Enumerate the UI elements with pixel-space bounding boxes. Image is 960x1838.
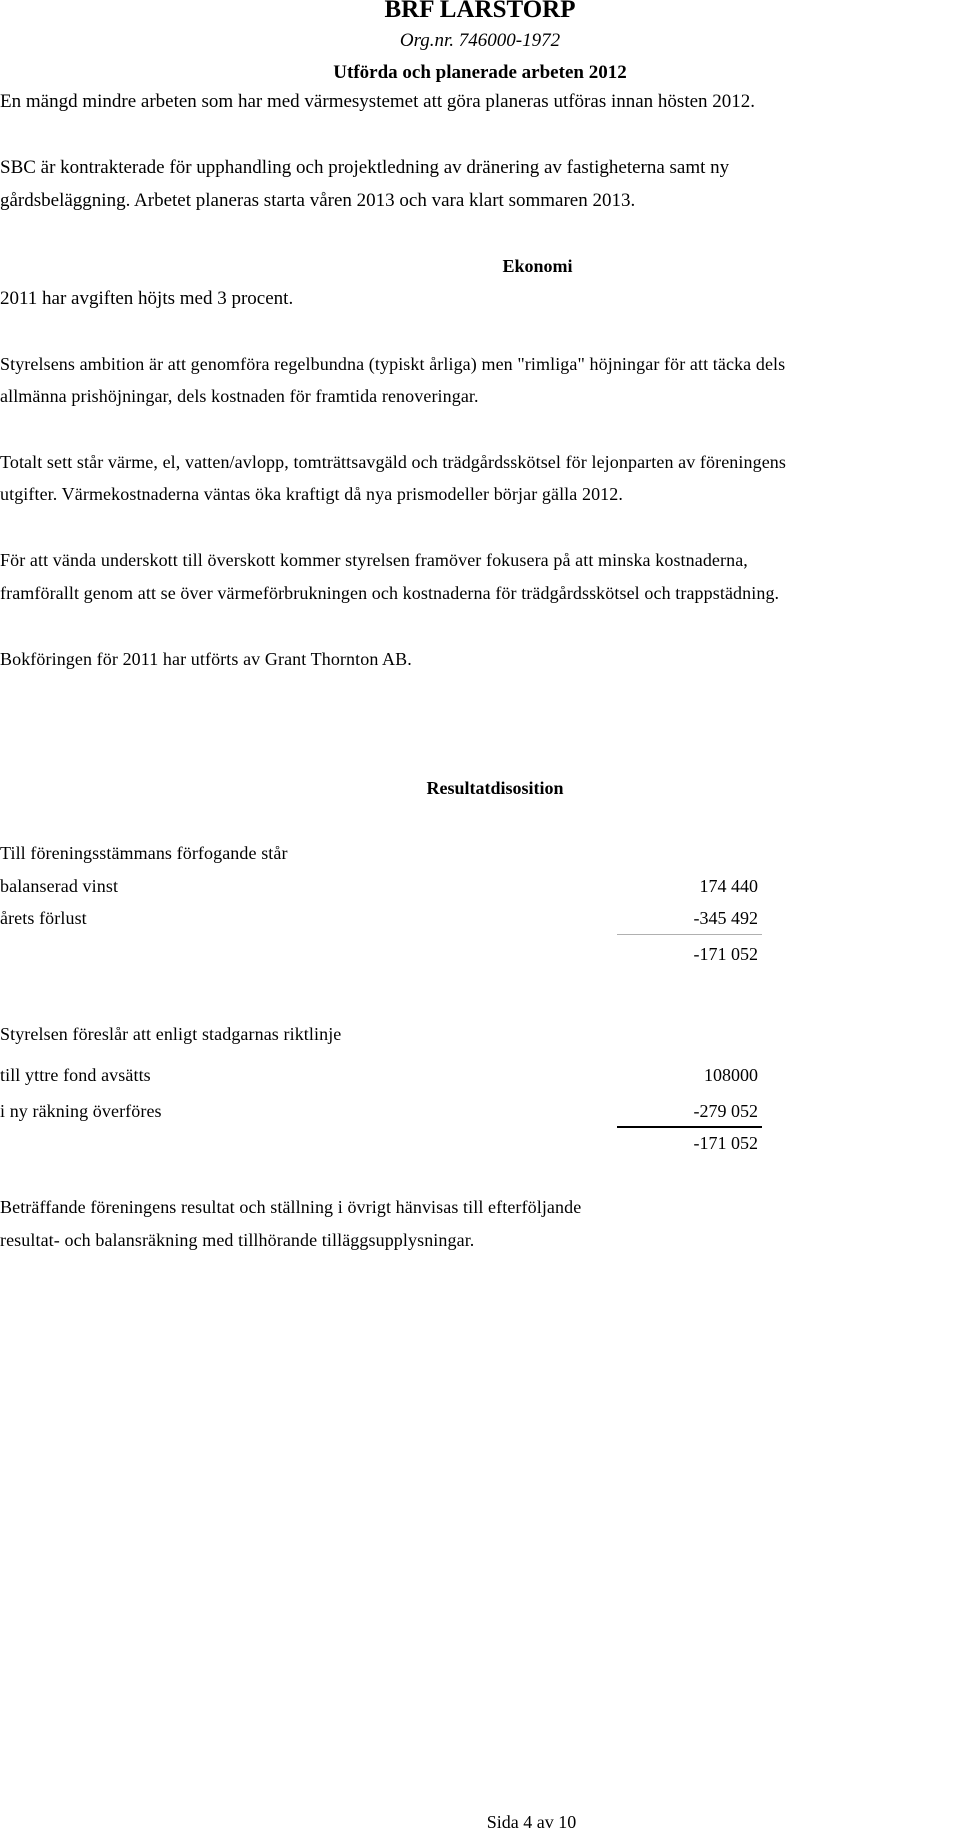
result-total: -171 052 <box>693 944 758 964</box>
economy-para-3-line-2: framförallt genom att se över värmeförbrukningen och kostnaderna för trädgårdsskötsel och trappstädning. <box>0 583 780 603</box>
section-title: Utförda och planerade arbeten 2012 <box>333 62 627 83</box>
works-line-1: En mängd mindre arbeten som har med värmesystemet att göra planeras utföras innan hösten 2012. <box>0 91 756 112</box>
economy-para-3-line-1: För att vända underskott till överskott kommer styrelsen framöver fokusera på att minska kostnaderna, <box>0 550 748 570</box>
proposal-row-value: -279 052 <box>693 1101 758 1121</box>
org-number: Org.nr. 746000-1972 <box>399 30 561 51</box>
document-title: BRF LARSTORP <box>384 0 576 23</box>
result-row-value: -345 492 <box>693 908 758 928</box>
closing-line-1: Beträffande föreningens resultat och ställning i övrigt hänvisas till efterföljande <box>0 1197 582 1217</box>
proposal-row-label: till yttre fond avsätts <box>0 1065 151 1085</box>
economy-para-2-line-2: utgifter. Värmekostnaderna väntas öka kraftigt då nya prismodeller börjar gälla 2012. <box>0 484 623 504</box>
economy-para-2-line-1: Totalt sett står värme, el, vatten/avlopp, tomträttsavgäld och trädgårdsskötsel för lejonparten av föreningens <box>0 452 787 472</box>
economy-para-1-line-1: Styrelsens ambition är att genomföra regelbundna (typiskt årliga) men "rimliga" höjningar för att täcka dels <box>0 354 786 374</box>
subtotal-rule <box>617 934 762 935</box>
proposal-total: -171 052 <box>693 1133 758 1153</box>
economy-para-1-line-2: allmänna prishöjningar, dels kostnaden för framtida renoveringar. <box>0 386 479 406</box>
closing-line-2: resultat- och balansräkning med tillhörande tilläggsupplysningar. <box>0 1230 475 1250</box>
proposal-intro: Styrelsen föreslår att enligt stadgarnas riktlinje <box>0 1024 342 1044</box>
page-number: Sida 4 av 10 <box>486 1812 577 1832</box>
works-line-4: 2011 har avgiften höjts med 3 procent. <box>0 288 294 309</box>
result-row-label: balanserad vinst <box>0 876 119 896</box>
result-heading: Resultatdisosition <box>426 778 564 798</box>
works-line-2: SBC är kontrakterade för upphandling och projektledning av dränering av fastigheterna samt ny <box>0 157 730 178</box>
result-row-value: 174 440 <box>699 876 758 896</box>
proposal-row-label: i ny räkning överföres <box>0 1101 162 1121</box>
works-line-3: gårdsbeläggning. Arbetet planeras starta våren 2013 och vara klart sommaren 2013. <box>0 190 636 211</box>
proposal-total-rule <box>617 1126 762 1128</box>
economy-para-4: Bokföringen för 2011 har utförts av Grant Thornton AB. <box>0 649 412 669</box>
result-row-label: årets förlust <box>0 908 87 928</box>
proposal-row-value: 108000 <box>704 1065 758 1085</box>
economy-heading: Ekonomi <box>502 256 573 276</box>
result-intro: Till föreningsstämmans förfogande står <box>0 843 288 863</box>
